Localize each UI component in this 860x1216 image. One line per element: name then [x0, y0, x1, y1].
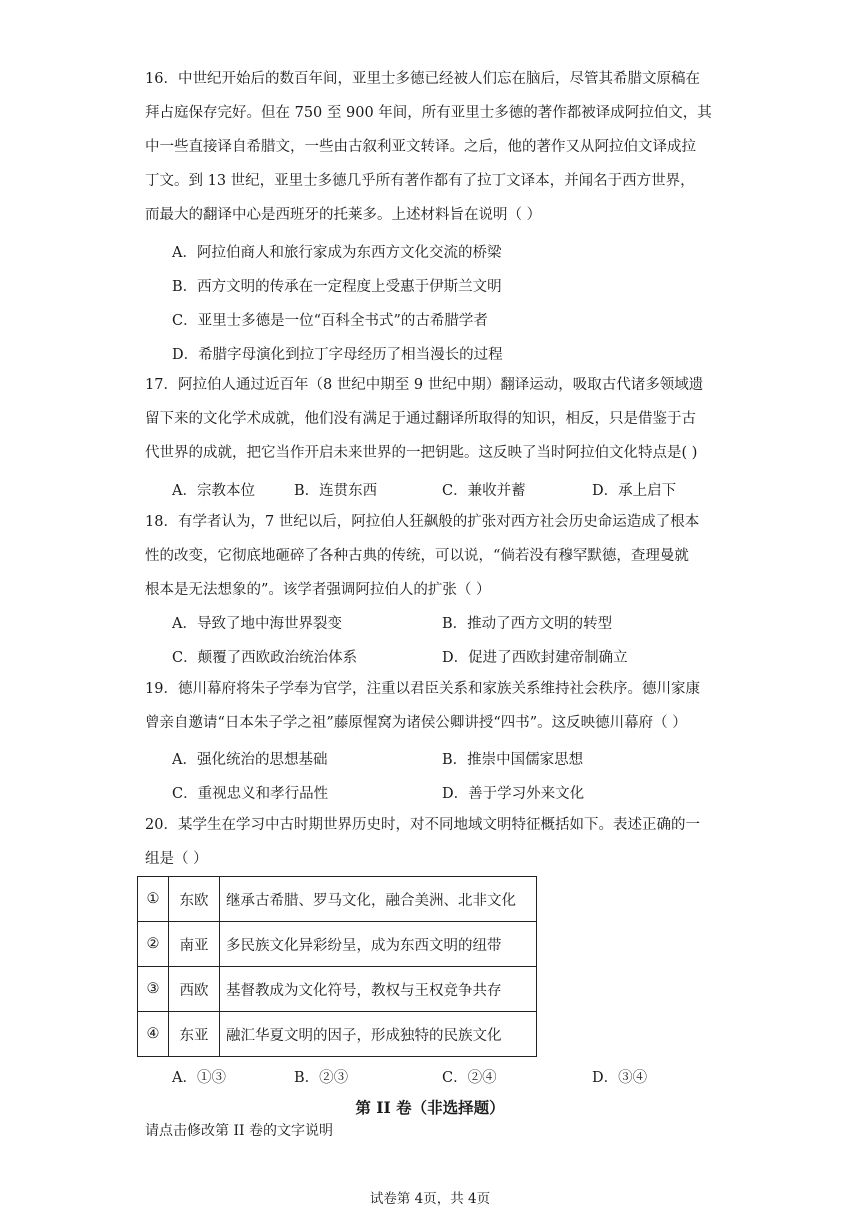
q16-option-b: B．西方文明的传承在一定程度上受惠于伊斯兰文明 — [172, 279, 502, 295]
q16-option-d: D．希腊字母演化到拉丁字母经历了相当漫长的过程 — [172, 347, 503, 363]
q17-option-d: D．承上启下 — [592, 483, 677, 499]
table-cell-region: 东亚 — [169, 1012, 220, 1057]
q17-option-a: A．宗教本位 — [172, 483, 255, 499]
q20-option-c: C．②④ — [442, 1070, 497, 1086]
question-17-line: 留下来的文化学术成就，他们没有满足于通过翻译所取得的知识，相反，只是借鉴于古 — [145, 411, 696, 427]
q18-option-a: A．导致了地中海世界裂变 — [172, 616, 342, 632]
q18-option-c: C．颠覆了西欧政治统治体系 — [172, 650, 358, 666]
question-20 — [145, 808, 725, 876]
table-cell-number: ① — [138, 877, 169, 922]
question-19 — [145, 672, 725, 740]
table-cell-description: 多民族文化异彩纷呈，成为东西文明的纽带 — [220, 922, 537, 967]
question-16 — [145, 62, 725, 232]
q19-option-c: C．重视忠义和孝行品性 — [172, 786, 329, 802]
table-row — [138, 922, 537, 967]
q19-option-b: B．推崇中国儒家思想 — [442, 752, 584, 768]
table-cell-number: ② — [138, 922, 169, 967]
question-20-line: 20．某学生在学习中古时期世界历史时，对不同地域文明特征概括如下。表述正确的一 — [145, 817, 700, 833]
table-cell-region: 西欧 — [169, 967, 220, 1012]
page-footer: 试卷第 4页，共 4页 — [369, 1191, 491, 1207]
q20-option-d: D．③④ — [592, 1070, 648, 1086]
section-title: 第 II 卷（非选择题） — [355, 1098, 505, 1117]
q17-option-c: C．兼收并蓄 — [442, 483, 526, 499]
q17-option-b: B．连贯东西 — [294, 483, 378, 499]
q17-options — [172, 481, 732, 501]
question-20-line: 组是（ ） — [145, 851, 208, 867]
question-16-line: 而最大的翻译中心是西班牙的托莱多。上述材料旨在说明（ ） — [145, 207, 542, 223]
q18-options-row-1 — [172, 614, 732, 634]
question-16-line: 16．中世纪开始后的数百年间，亚里士多德已经被人们忘在脑后，尽管其希腊文原稿在 — [145, 71, 700, 87]
section-note[interactable]: 请点击修改第 II 卷的文字说明 — [145, 1123, 333, 1139]
q19-option-d: D．善于学习外来文化 — [442, 786, 585, 802]
q16-option-a: A．阿拉伯商人和旅行家成为东西方文化交流的桥梁 — [172, 245, 502, 261]
q18-options-row-2 — [172, 648, 732, 668]
table-row — [138, 877, 537, 922]
q18-option-d: D．促进了西欧封建帝制确立 — [442, 650, 628, 666]
table-cell-description: 基督教成为文化符号，教权与王权竞争共存 — [220, 967, 537, 1012]
table-cell-region: 南亚 — [169, 922, 220, 967]
table-cell-number: ④ — [138, 1012, 169, 1057]
table-row — [138, 967, 537, 1012]
question-17 — [145, 368, 725, 470]
q19-option-a: A．强化统治的思想基础 — [172, 752, 328, 768]
question-19-line: 19．德川幕府将朱子学奉为官学，注重以君臣关系和家族关系维持社会秩序。德川家康 — [145, 681, 700, 697]
q19-options-row-1 — [172, 750, 732, 770]
question-18-line: 根本是无法想象的”。该学者强调阿拉伯人的扩张（ ） — [145, 582, 491, 598]
table-row — [138, 1012, 537, 1057]
question-18-line: 18．有学者认为，7 世纪以后，阿拉伯人狂飙般的扩张对西方社会历史命运造成了根本 — [145, 514, 700, 530]
question-16-line: 拜占庭保存完好。但在 750 至 900 年间，所有亚里士多德的著作都被译成阿拉伯文，其 — [145, 105, 712, 121]
q20-options — [172, 1068, 732, 1088]
question-16-line: 丁文。到 13 世纪，亚里士多德几乎所有著作都有了拉丁文译本，并闻名于西方世界， — [145, 173, 695, 189]
question-16-line: 中一些直接译自希腊文，一些由古叙利亚文转译。之后，他的著作又从阿拉伯文译成拉 — [145, 139, 696, 155]
question-17-line: 17．阿拉伯人通过近百年（8 世纪中期至 9 世纪中期）翻译运动，吸取古代诸多领域遗 — [145, 377, 704, 393]
question-17-line: 代世界的成就，把它当作开启未来世界的一把钥匙。这反映了当时阿拉伯文化特点是( ) — [145, 445, 698, 461]
q20-option-a: A．①③ — [172, 1070, 226, 1086]
table-cell-description: 继承古希腊、罗马文化，融合美洲、北非文化 — [220, 877, 537, 922]
civilization-table — [137, 876, 537, 1057]
q20-option-b: B．②③ — [294, 1070, 349, 1086]
table-cell-number: ③ — [138, 967, 169, 1012]
question-18-line: 性的改变，它彻底地砸碎了各种古典的传统，可以说，“倘若没有穆罕默德，查理曼就 — [145, 548, 689, 564]
q16-option-c: C．亚里士多德是一位“百科全书式”的古希腊学者 — [172, 313, 488, 329]
q19-options-row-2 — [172, 784, 732, 804]
question-19-line: 曾亲自邀请“日本朱子学之祖”藤原惺窝为诸侯公卿讲授“四书”。这反映德川幕府（ ） — [145, 715, 687, 731]
q18-option-b: B．推动了西方文明的转型 — [442, 616, 613, 632]
table-cell-region: 东欧 — [169, 877, 220, 922]
table-cell-description: 融汇华夏文明的因子，形成独特的民族文化 — [220, 1012, 537, 1057]
question-18 — [145, 505, 725, 607]
